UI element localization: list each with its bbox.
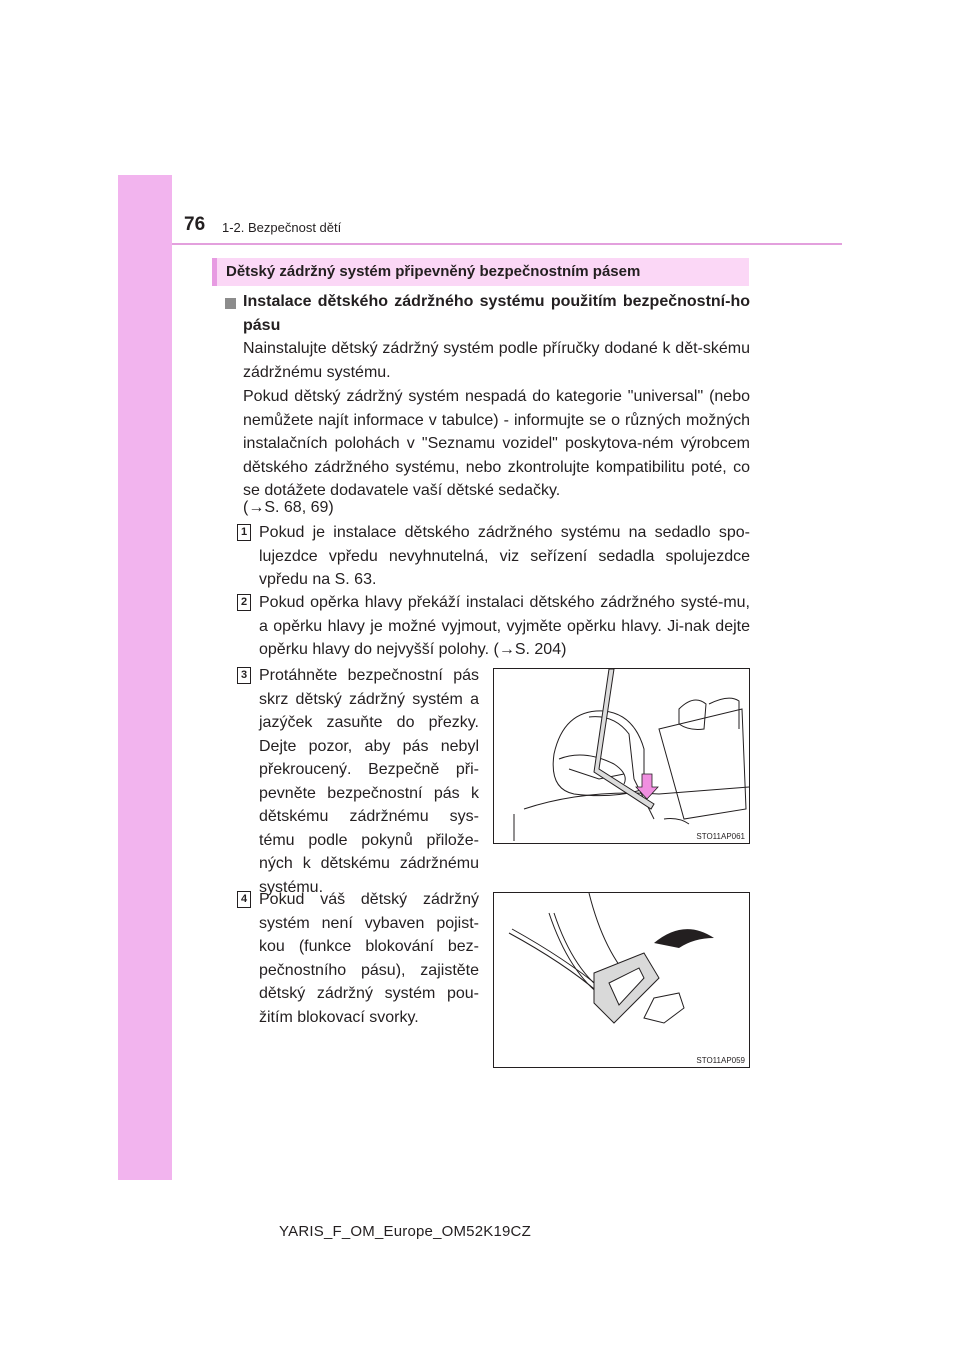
- compatibility-paragraph: Pokud dětský zádržný systém nespadá do kategorie "universal" (nebo nemůžete najít informace v tabulce) - informujte se o různých možných instalačních polohách v "Seznamu vozidel" poskytova-ném výrobcem dětského zádržného systému, nebo zkontrolujte kompatibilitu poté, co se dotážete dodavatele vaší dětské sedačky.: [243, 388, 750, 499]
- step-text-4: Pokud váš dětský zádržný systém není vybaven pojist-kou (funkce blokování bez-pečnostního pásu), zajistěte dětský zádržný systém pou-žitím blokovací svorky.: [259, 891, 479, 1026]
- step-number-2: 2: [237, 594, 251, 611]
- bullet-square-icon: [225, 298, 236, 309]
- chapter-tab-sidebar: [118, 175, 172, 1180]
- step-number-1: 1: [237, 524, 251, 541]
- subheading: Dětský zádržný systém připevněný bezpečnostním pásem: [212, 258, 749, 286]
- curved-arrow-icon: [654, 929, 714, 948]
- child-seat-drawing: [494, 669, 749, 843]
- step-number-3: 3: [237, 667, 251, 684]
- step-text-2: Pokud opěrka hlavy překáží instalaci dětského zádržného systé-mu, a opěrku hlavy je možné vyjmout, vyjměte opěrku hlavy. Ji-nak dejte opěrku hlavy do nejvyšší polohy. (→S. 204): [259, 594, 750, 658]
- child-seat-illustration: [493, 668, 750, 844]
- figure-code: STO11AP059: [696, 1056, 745, 1065]
- header-divider: [172, 243, 842, 245]
- intro-paragraph: Nainstalujte dětský zádržný systém podle příručky dodané k dět-skému zádržnému systému.: [243, 340, 750, 381]
- locking-clip-illustration: [493, 892, 750, 1068]
- step-text-3: Protáhněte bezpečnostní pás skrz dětský zádržný systém a jazýček zasuňte do přezky. Dejte pozor, aby pás nebyl překroucený. Bezpečně při-pevněte bezpečnostní pás k dětskému zádržnému sys-tému podle pokynů přilože-ných k dětskému zádržnému systému.: [259, 667, 479, 896]
- section-title: 1-2. Bezpečnost dětí: [222, 220, 342, 235]
- page-reference: (→S. 68, 69): [243, 499, 334, 516]
- footer-doc-id: YARIS_F_OM_Europe_OM52K19CZ: [279, 1223, 531, 1240]
- step-text-1: Pokud je instalace dětského zádržného systému na sedadlo spo-lujezdce vpředu nevyhnutelná, viz seřízení sedadla spolujezdce vpředu na S. 63.: [259, 524, 750, 588]
- page-number: 76: [184, 214, 206, 235]
- locking-clip-drawing: [494, 893, 749, 1067]
- buckle-tongue-shape: [644, 993, 684, 1023]
- step-number-4: 4: [237, 891, 251, 908]
- figure-code: STO11AP061: [696, 832, 745, 841]
- instruction-heading: Instalace dětského zádržného systému použitím bezpečnostní-ho pásu: [243, 293, 750, 334]
